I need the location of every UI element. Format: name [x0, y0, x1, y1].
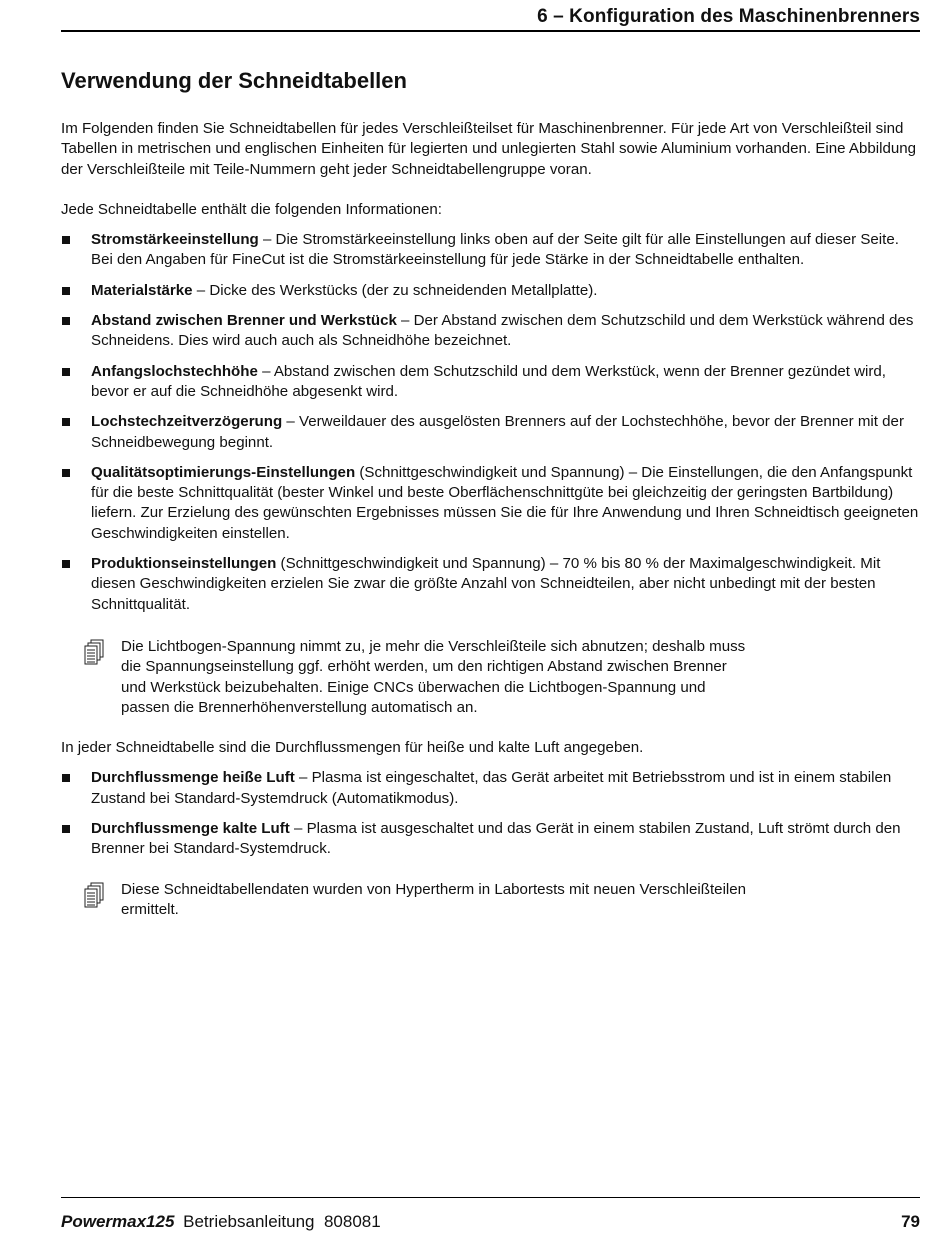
list-item [61, 281, 923, 301]
page-number: 79 [901, 1212, 920, 1231]
item-term: Abstand zwischen Brenner und Werkstück [91, 312, 397, 330]
item-term: Materialstärke [91, 281, 193, 299]
header-divider [61, 30, 920, 32]
footer-doc-info [61, 1212, 381, 1232]
document-title: Betriebsanleitung 808081 [183, 1212, 381, 1231]
bullet-icon [62, 774, 70, 782]
list-item [61, 768, 923, 809]
bullet-icon [62, 287, 70, 295]
bullet-icon [62, 418, 70, 426]
note-pages-icon [83, 639, 105, 667]
item-text: – Abstand zwischen dem Schutzschild und dem Werkstück, wenn der Brenner gezündet wird, bevor er auf die Schneidhöhe abgesenkt wird. [91, 362, 887, 400]
item-term: Qualitätsoptimierungs-Einstellungen [91, 463, 356, 481]
list-item [61, 819, 923, 860]
bullet-icon [62, 469, 70, 477]
chapter-title: 6 – Konfiguration des Maschinenbrenners [537, 6, 920, 27]
note-text: Die Lichtbogen-Spannung nimmt zu, je mehr die Verschleißteile sich abnutzen; deshalb muss die Spannungseinstellung ggf. erhöht werden, um den richtigen Abstand zwischen Brenner und Werkstück beizubehalten. Einige CNCs überwachen die Lichtbogen-Spannung und passen die Brennerhöhenverstellung automatisch an. [121, 637, 746, 716]
item-text: – Die Stromstärkeeinstellung links oben auf der Seite gilt für alle Einstellungen auf dieser Seite. Bei den Angaben für FineCut ist die Stromstärkeeinstellung für jede Stärke in der Schneidtabelle enthalten. [91, 231, 899, 269]
list-intro: Jede Schneidtabelle enthält die folgenden Informationen: [61, 200, 442, 218]
note-block [61, 637, 751, 718]
bullet-icon [62, 560, 70, 568]
note-block [61, 880, 751, 921]
bullet-icon [62, 236, 70, 244]
item-term: Stromstärkeeinstellung [91, 231, 259, 249]
note-text: Diese Schneidtabellendaten wurden von Hypertherm in Labortests mit neuen Verschleißteilen ermittelt. [121, 880, 747, 918]
footer-divider [61, 1197, 920, 1198]
item-term: Lochstechzeitverzögerung [91, 413, 283, 431]
flow-intro: In jeder Schneidtabelle sind die Durchflussmengen für heiße und kalte Luft angegeben. [61, 739, 644, 757]
list-item [61, 362, 923, 403]
item-text: (Schnittgeschwindigkeit und Spannung) – 70 % bis 80 % der Maximalgeschwindigkeit. Mit diesen Geschwindigkeiten erzielen Sie zwar die größte Anzahl von Schneidteilen, aber nicht unbedingt mit der besten Schnittqualität. [91, 555, 881, 613]
list-item [61, 230, 923, 271]
intro-paragraph: Im Folgenden finden Sie Schneidtabellen für jedes Verschleißteilset für Maschinenbrenner. Für jede Art von Verschleißteil sind Tabellen in metrischen und englischen Einheiten für legierten und unlegierten Stahl sowie Aluminium vorhanden. Eine Abbildung der Verschleißteile mit Teile-Nummern geht jeder Schneidtabellengruppe voran. [61, 120, 917, 178]
item-term: Durchflussmenge kalte Luft [91, 820, 290, 838]
main-content [61, 119, 923, 940]
flow-list [61, 768, 923, 859]
bullet-icon [62, 368, 70, 376]
list-item [61, 554, 923, 615]
note-pages-icon [83, 882, 105, 910]
page-title: Verwendung der Schneidtabellen [61, 68, 407, 93]
bullet-icon [62, 825, 70, 833]
item-text: – Verweildauer des ausgelösten Brenners auf der Lochstechhöhe, bevor der Brenner mit der Schneidbewegung beginnt. [91, 413, 904, 451]
item-text: (Schnittgeschwindigkeit und Spannung) – Die Einstellungen, die den Anfangspunkt für die beste Schnittqualität (bester Winkel und beste Oberflächenschnittgüte bei gleichzeitig der geringsten Bartbildung) liefern. Zur Erzielung des gewünschten Ergebnisses müssen Sie die für Ihre Anwendung und Ihren Schneidtisch geeigneten Geschwindigkeiten einstellen. [91, 463, 919, 542]
list-item [61, 463, 923, 544]
item-text: – Dicke des Werkstücks (der zu schneidenden Metallplatte). [192, 281, 598, 299]
item-text: – Plasma ist eingeschaltet, das Gerät arbeitet mit Betriebsstrom und ist in einem stabilen Zustand bei Standard-Systemdruck (Automatikmodus). [91, 769, 892, 807]
item-term: Anfangslochstechhöhe [91, 362, 258, 380]
item-term: Durchflussmenge heiße Luft [91, 769, 295, 787]
product-name: Powermax125 [61, 1212, 175, 1231]
info-list [61, 230, 923, 615]
item-text: – Plasma ist ausgeschaltet und das Gerät in einem stabilen Zustand, Luft strömt durch den Brenner bei Standard-Systemdruck. [91, 820, 901, 858]
list-item [61, 412, 923, 453]
list-item [61, 311, 923, 352]
bullet-icon [62, 317, 70, 325]
item-text: – Der Abstand zwischen dem Schutzschild und dem Werkstück während des Schneidens. Dies wird auch auch als Schneidhöhe bezeichnet. [91, 312, 914, 350]
item-term: Produktionseinstellungen [91, 555, 277, 573]
